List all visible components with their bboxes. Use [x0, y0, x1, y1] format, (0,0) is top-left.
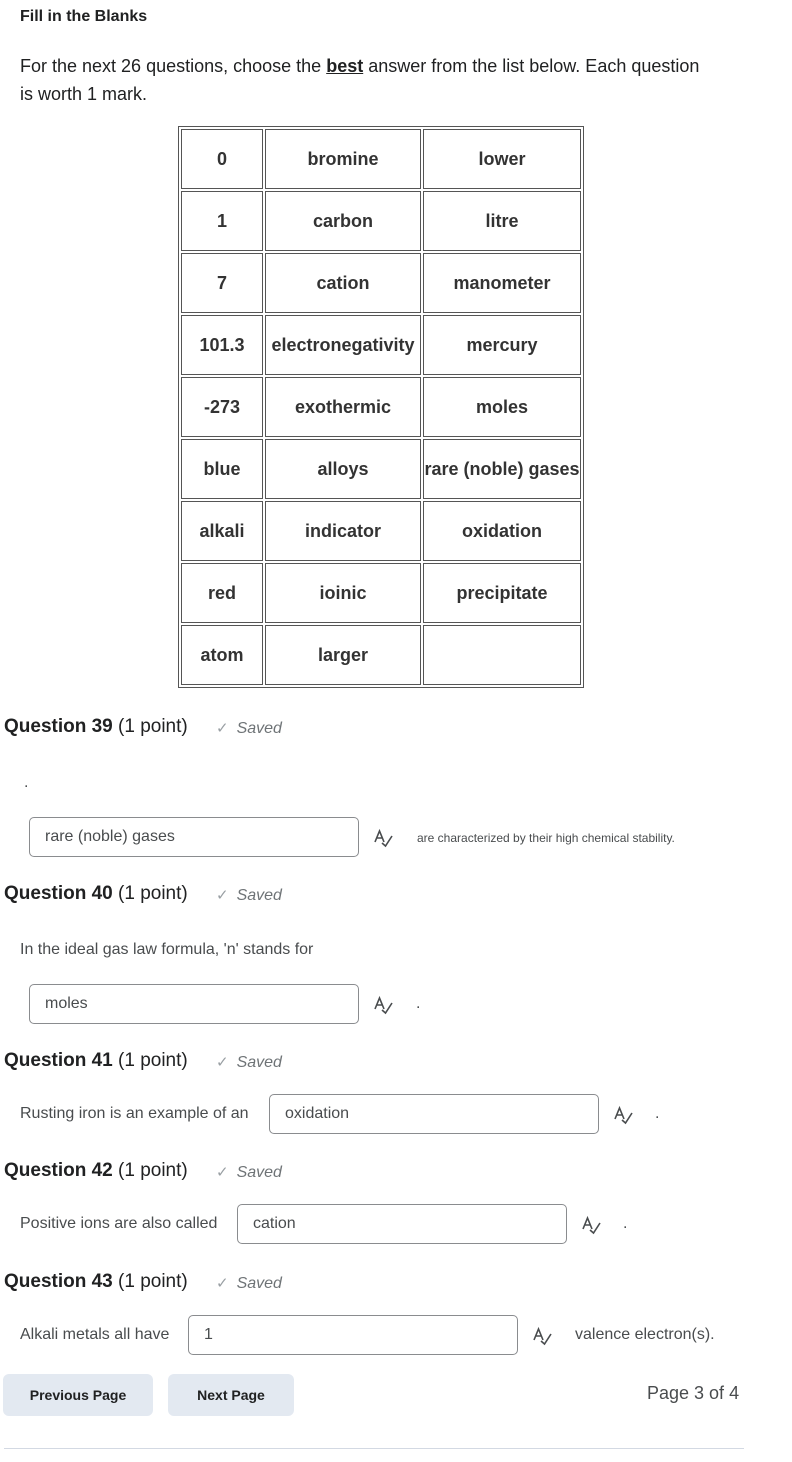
- word-bank-cell: bromine: [265, 129, 421, 189]
- word-bank-cell: 0: [181, 129, 263, 189]
- question-points: (1 point): [118, 883, 188, 904]
- question-43-answer-input[interactable]: [188, 1315, 518, 1355]
- saved-label: Saved: [236, 887, 282, 904]
- question-42-suffix: .: [623, 1215, 628, 1232]
- question-43-saved-status: [216, 1274, 282, 1293]
- question-39-saved-status: [216, 719, 282, 738]
- word-bank-cell: alkali: [181, 501, 263, 561]
- instructions-text-end: answer from the list below. Each question is worth 1 mark.: [20, 56, 700, 104]
- spellcheck-icon[interactable]: [532, 1326, 552, 1346]
- next-page-button[interactable]: Next Page: [168, 1374, 294, 1416]
- question-number: Question 40: [4, 883, 113, 904]
- question-41-prompt: Rusting iron is an example of an: [20, 1105, 249, 1122]
- word-bank-cell: precipitate: [423, 563, 581, 623]
- saved-label: Saved: [236, 1054, 282, 1071]
- word-bank-cell: ioinic: [265, 563, 421, 623]
- question-40-answer-input[interactable]: [29, 984, 359, 1024]
- word-bank-row: [181, 253, 581, 313]
- footer-divider: [4, 1448, 744, 1449]
- word-bank-cell: litre: [423, 191, 581, 251]
- question-43-suffix: valence electron(s).: [575, 1326, 715, 1343]
- section-instructions: [20, 52, 700, 108]
- question-41-answer-input[interactable]: [269, 1094, 599, 1134]
- question-42-prompt: Positive ions are also called: [20, 1215, 218, 1232]
- word-bank-cell: blue: [181, 439, 263, 499]
- word-bank-cell: carbon: [265, 191, 421, 251]
- word-bank-cell: 1: [181, 191, 263, 251]
- question-number: Question 41: [4, 1050, 113, 1071]
- checkmark-icon: ✓: [216, 1054, 229, 1071]
- word-bank-row: [181, 191, 581, 251]
- instructions-emphasis: best: [326, 56, 364, 76]
- question-points: (1 point): [118, 1050, 188, 1071]
- section-title: Fill in the Blanks: [20, 8, 148, 25]
- question-number: Question 43: [4, 1271, 113, 1292]
- question-40-heading: [4, 883, 188, 905]
- page-indicator: Page 3 of 4: [647, 1383, 740, 1403]
- word-bank-row: [181, 501, 581, 561]
- question-40-prompt: In the ideal gas law formula, 'n' stands for: [20, 941, 314, 958]
- question-42-heading: [4, 1160, 188, 1182]
- word-bank-cell: electronegativity: [265, 315, 421, 375]
- checkmark-icon: ✓: [216, 1275, 229, 1292]
- word-bank-cell: alloys: [265, 439, 421, 499]
- question-40-suffix: .: [416, 995, 421, 1012]
- question-number: Question 42: [4, 1160, 113, 1181]
- question-39-suffix: are characterized by their high chemical stability.: [417, 831, 675, 845]
- checkmark-icon: ✓: [216, 1164, 229, 1181]
- word-bank-cell: [423, 625, 581, 685]
- question-41-suffix: .: [655, 1105, 660, 1122]
- spellcheck-icon[interactable]: [581, 1215, 601, 1235]
- word-bank-cell: lower: [423, 129, 581, 189]
- previous-page-button[interactable]: Previous Page: [3, 1374, 153, 1416]
- spellcheck-icon[interactable]: [613, 1105, 633, 1125]
- word-bank-row: [181, 563, 581, 623]
- question-43-heading: [4, 1271, 188, 1293]
- word-bank-table: [178, 126, 584, 688]
- question-42-saved-status: [216, 1163, 282, 1182]
- word-bank-row: [181, 129, 581, 189]
- saved-label: Saved: [236, 1275, 282, 1292]
- question-points: (1 point): [118, 716, 188, 737]
- question-points: (1 point): [118, 1160, 188, 1181]
- word-bank-row: [181, 625, 581, 685]
- question-39-prompt: .: [24, 774, 29, 791]
- word-bank-cell: -273: [181, 377, 263, 437]
- question-39-heading: [4, 716, 188, 738]
- spellcheck-icon[interactable]: [373, 995, 393, 1015]
- instructions-text-start: For the next 26 questions, choose the: [20, 56, 327, 76]
- word-bank-cell: indicator: [265, 501, 421, 561]
- word-bank-row: [181, 377, 581, 437]
- question-39-answer-input[interactable]: [29, 817, 359, 857]
- question-42-answer-input[interactable]: [237, 1204, 567, 1244]
- word-bank-cell: red: [181, 563, 263, 623]
- question-points: (1 point): [118, 1271, 188, 1292]
- saved-label: Saved: [236, 1164, 282, 1181]
- question-43-prompt: Alkali metals all have: [20, 1326, 170, 1343]
- word-bank-cell: manometer: [423, 253, 581, 313]
- word-bank-cell: larger: [265, 625, 421, 685]
- saved-label: Saved: [236, 720, 282, 737]
- word-bank-cell: cation: [265, 253, 421, 313]
- word-bank-row: [181, 439, 581, 499]
- word-bank-cell: rare (noble) gases: [423, 439, 581, 499]
- word-bank-cell: moles: [423, 377, 581, 437]
- question-41-saved-status: [216, 1053, 282, 1072]
- question-number: Question 39: [4, 716, 113, 737]
- checkmark-icon: ✓: [216, 887, 229, 904]
- spellcheck-icon[interactable]: [373, 828, 393, 848]
- word-bank-row: [181, 315, 581, 375]
- word-bank-cell: 101.3: [181, 315, 263, 375]
- word-bank-cell: exothermic: [265, 377, 421, 437]
- checkmark-icon: ✓: [216, 720, 229, 737]
- word-bank-cell: oxidation: [423, 501, 581, 561]
- word-bank-cell: mercury: [423, 315, 581, 375]
- word-bank-cell: atom: [181, 625, 263, 685]
- word-bank-cell: 7: [181, 253, 263, 313]
- question-41-heading: [4, 1050, 188, 1072]
- question-40-saved-status: [216, 886, 282, 905]
